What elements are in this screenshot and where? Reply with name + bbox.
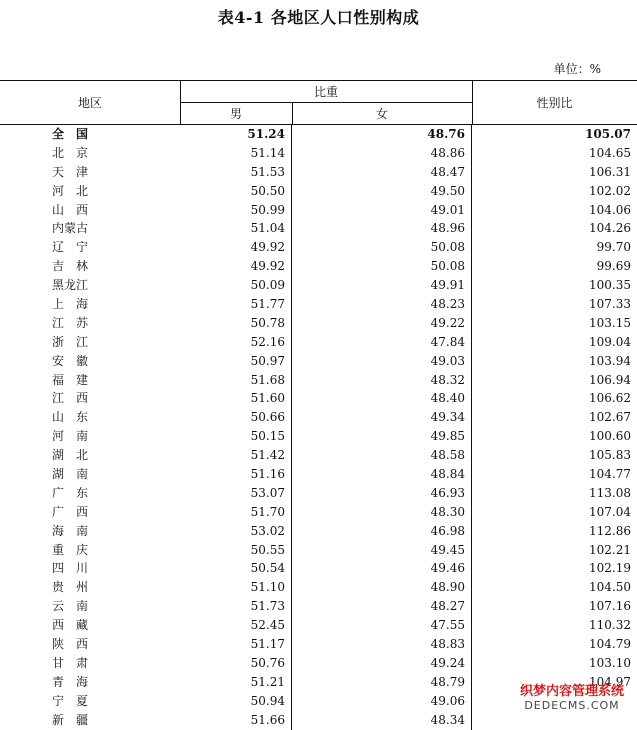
region-name: 新 疆	[52, 712, 89, 727]
region-name: 陕 西	[52, 637, 89, 652]
region-name: 辽 宁	[52, 240, 89, 255]
female-percent: 49.06	[292, 692, 472, 711]
male-percent: 50.50	[180, 182, 292, 201]
sex-ratio-value: 104.50	[589, 580, 631, 595]
male-percent: 49.92	[180, 238, 292, 257]
sex-ratio-value: 103.94	[589, 353, 631, 368]
table-row	[0, 182, 637, 201]
female-percent: 50.08	[292, 257, 472, 276]
male-percent: 51.60	[180, 389, 292, 408]
region-name: 内蒙古	[52, 221, 89, 236]
female-percent: 49.45	[292, 541, 472, 560]
female-percent: 49.50	[292, 182, 472, 201]
male-percent: 50.76	[180, 654, 292, 673]
table-header	[0, 80, 637, 125]
watermark-logo	[513, 685, 631, 713]
region-name: 江 苏	[52, 315, 89, 330]
male-percent: 51.14	[180, 144, 292, 163]
table-row	[0, 427, 637, 446]
table-row	[0, 163, 637, 182]
region-name: 云 南	[52, 599, 89, 614]
region-name: 西 藏	[52, 618, 89, 633]
table-row	[0, 333, 637, 352]
sex-ratio-value: 107.04	[589, 504, 631, 519]
female-percent: 49.46	[292, 559, 472, 578]
region-name: 河 南	[52, 429, 89, 444]
female-percent: 48.96	[292, 219, 472, 238]
sex-ratio-value: 104.77	[589, 467, 631, 482]
female-percent: 48.76	[292, 125, 472, 144]
table-row	[0, 465, 637, 484]
region-name: 上 海	[52, 297, 89, 312]
table-row	[0, 295, 637, 314]
region-name: 湖 北	[52, 448, 89, 463]
male-percent: 51.17	[180, 635, 292, 654]
header-region: 地区	[0, 81, 181, 124]
male-percent: 51.68	[180, 371, 292, 390]
male-percent: 51.21	[180, 673, 292, 692]
female-percent: 49.85	[292, 427, 472, 446]
table-row	[0, 314, 637, 333]
sex-ratio-value: 102.21	[589, 542, 631, 557]
table-body	[0, 125, 637, 730]
sex-ratio-value: 112.86	[589, 523, 631, 538]
male-percent: 49.92	[180, 257, 292, 276]
region-name: 北 京	[52, 145, 89, 160]
table-row	[0, 144, 637, 163]
table-row	[0, 219, 637, 238]
male-percent: 51.24	[180, 125, 292, 144]
male-percent: 50.97	[180, 352, 292, 371]
sex-ratio-value: 103.10	[589, 655, 631, 670]
female-percent: 49.01	[292, 201, 472, 220]
male-percent: 52.45	[180, 616, 292, 635]
region-name: 江 西	[52, 391, 89, 406]
female-percent: 47.55	[292, 616, 472, 635]
sex-ratio-value: 104.06	[589, 202, 631, 217]
region-name: 安 徽	[52, 353, 89, 368]
region-name: 全 国	[52, 127, 89, 141]
male-percent: 51.04	[180, 219, 292, 238]
female-percent: 48.83	[292, 635, 472, 654]
male-percent: 51.10	[180, 578, 292, 597]
female-percent: 48.86	[292, 144, 472, 163]
female-percent: 49.03	[292, 352, 472, 371]
sex-ratio-value: 99.70	[596, 240, 631, 255]
region-name: 山 东	[52, 410, 89, 425]
male-percent: 51.66	[180, 711, 292, 730]
table-row	[0, 559, 637, 578]
male-percent: 50.09	[180, 276, 292, 295]
female-percent: 47.84	[292, 333, 472, 352]
sex-ratio-value: 104.79	[589, 637, 631, 652]
sex-ratio-value: 100.60	[589, 429, 631, 444]
table-row	[0, 371, 637, 390]
table-row	[0, 635, 637, 654]
male-percent: 50.55	[180, 541, 292, 560]
female-percent: 48.79	[292, 673, 472, 692]
male-percent: 51.70	[180, 503, 292, 522]
sex-ratio-value: 113.08	[589, 485, 631, 500]
table-row	[0, 654, 637, 673]
sex-ratio-value: 110.32	[589, 618, 631, 633]
watermark-domain: DEDECMS.COM	[524, 699, 620, 713]
region-name: 重 庆	[52, 542, 89, 557]
female-percent: 46.98	[292, 522, 472, 541]
female-percent: 49.91	[292, 276, 472, 295]
unit-label: 单位：%	[553, 62, 601, 76]
region-name: 海 南	[52, 523, 89, 538]
female-percent: 48.32	[292, 371, 472, 390]
female-percent: 48.58	[292, 446, 472, 465]
region-name: 甘 肃	[52, 655, 89, 670]
female-percent: 48.34	[292, 711, 472, 730]
sex-ratio-value: 99.69	[596, 259, 631, 274]
sex-ratio-value: 106.94	[589, 372, 631, 387]
region-name: 吉 林	[52, 259, 89, 274]
female-percent: 46.93	[292, 484, 472, 503]
region-name: 广 西	[52, 504, 89, 519]
table-title: 表4-1 各地区人口性别构成	[217, 8, 420, 27]
male-percent: 51.77	[180, 295, 292, 314]
female-percent: 48.30	[292, 503, 472, 522]
header-sex-ratio: 性别比	[536, 96, 573, 110]
table-row	[0, 408, 637, 427]
male-percent: 50.15	[180, 427, 292, 446]
sex-ratio-value: 107.33	[589, 297, 631, 312]
region-name: 浙 江	[52, 334, 89, 349]
male-percent: 53.07	[180, 484, 292, 503]
table-row	[0, 541, 637, 560]
sex-ratio-value: 105.83	[589, 448, 631, 463]
male-percent: 52.16	[180, 333, 292, 352]
male-percent: 51.42	[180, 446, 292, 465]
female-percent: 49.22	[292, 314, 472, 333]
sex-ratio-value: 102.19	[589, 561, 631, 576]
table-row-national	[0, 125, 637, 144]
table-row	[0, 616, 637, 635]
sex-ratio-value: 104.26	[589, 221, 631, 236]
male-percent: 50.66	[180, 408, 292, 427]
table-row	[0, 201, 637, 220]
male-percent: 50.54	[180, 559, 292, 578]
male-percent: 53.02	[180, 522, 292, 541]
region-name: 宁 夏	[52, 693, 89, 708]
watermark-text: 织梦内容管理系统	[519, 684, 624, 700]
female-percent: 48.23	[292, 295, 472, 314]
table-row	[0, 484, 637, 503]
table-row	[0, 389, 637, 408]
male-percent: 51.53	[180, 163, 292, 182]
region-name: 广 东	[52, 485, 89, 500]
header-male: 男	[180, 103, 293, 124]
table-row	[0, 522, 637, 541]
table-row	[0, 257, 637, 276]
table-row	[0, 238, 637, 257]
male-percent: 51.16	[180, 465, 292, 484]
sex-ratio-value: 106.62	[589, 391, 631, 406]
female-percent: 48.47	[292, 163, 472, 182]
male-percent: 51.73	[180, 597, 292, 616]
sex-ratio-value: 102.67	[589, 410, 631, 425]
female-percent: 49.34	[292, 408, 472, 427]
region-name: 湖 南	[52, 467, 89, 482]
sex-ratio-value: 100.35	[589, 278, 631, 293]
male-percent: 50.99	[180, 201, 292, 220]
female-percent: 48.90	[292, 578, 472, 597]
table-row	[0, 352, 637, 371]
header-proportion: 比重	[180, 81, 473, 103]
female-percent: 48.40	[292, 389, 472, 408]
female-percent: 50.08	[292, 238, 472, 257]
region-name: 天 津	[52, 164, 89, 179]
sex-ratio-value: 109.04	[589, 334, 631, 349]
table-row	[0, 503, 637, 522]
region-name: 河 北	[52, 183, 89, 198]
sex-ratio-value: 105.07	[585, 127, 631, 141]
region-name: 青 海	[52, 674, 89, 689]
region-name: 贵 州	[52, 580, 89, 595]
population-sex-table	[0, 80, 637, 730]
table-row	[0, 276, 637, 295]
female-percent: 48.27	[292, 597, 472, 616]
region-name: 四 川	[52, 561, 89, 576]
sex-ratio-value: 104.65	[589, 145, 631, 160]
region-name: 山 西	[52, 202, 89, 217]
table-row	[0, 597, 637, 616]
sex-ratio-value: 107.16	[589, 599, 631, 614]
sex-ratio-value: 103.15	[589, 315, 631, 330]
female-percent: 48.84	[292, 465, 472, 484]
header-female: 女	[292, 103, 473, 124]
sex-ratio-value: 104.97	[589, 674, 631, 689]
male-percent: 50.78	[180, 314, 292, 333]
sex-ratio-value: 102.02	[589, 183, 631, 198]
region-name: 福 建	[52, 372, 89, 387]
male-percent: 50.94	[180, 692, 292, 711]
female-percent: 49.24	[292, 654, 472, 673]
table-row	[0, 578, 637, 597]
region-name: 黑龙江	[52, 278, 89, 293]
table-row	[0, 446, 637, 465]
sex-ratio-value: 106.31	[589, 164, 631, 179]
